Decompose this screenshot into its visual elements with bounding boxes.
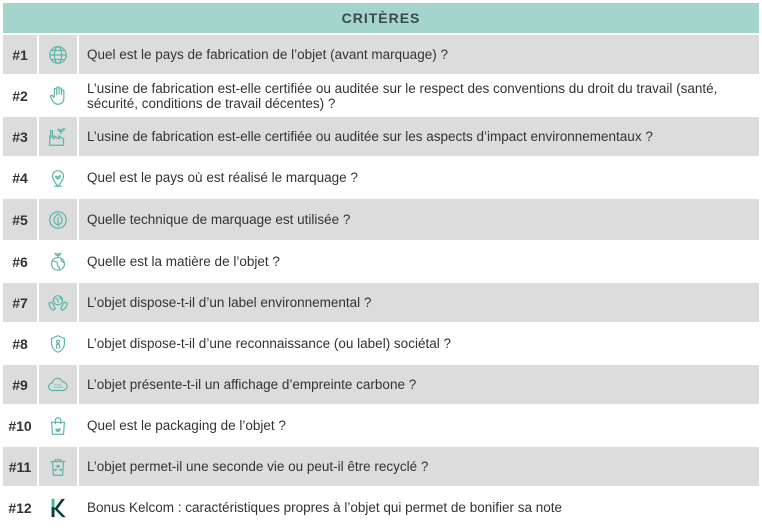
criterion-number: #3	[3, 117, 37, 156]
table-row	[3, 488, 759, 527]
criterion-text: Quelle est la matière de l’objet ?	[79, 242, 759, 281]
criterion-number: #6	[3, 242, 37, 281]
criterion-text: L’objet présente-t-il un affichage d’empreinte carbone ?	[79, 365, 759, 404]
table-header	[3, 3, 759, 33]
table-row	[3, 406, 759, 445]
table-row	[3, 199, 759, 240]
criterion-number: #1	[3, 35, 37, 74]
earth-leaf-icon	[39, 242, 77, 281]
table-row	[3, 117, 759, 156]
criterion-text: Quel est le pays où est réalisé le marquage ?	[79, 158, 759, 197]
criterion-text: L’objet dispose-t-il d’une reconnaissance (ou label) sociétal ?	[79, 324, 759, 363]
criterion-number: #7	[3, 283, 37, 322]
kelcom-logo-icon	[39, 488, 77, 527]
co2-cloud-icon	[39, 365, 77, 404]
criterion-text: Quelle technique de marquage est utilisée ?	[79, 199, 759, 240]
hands-globe-icon	[39, 283, 77, 322]
svg-text:CO₂: CO₂	[53, 383, 64, 390]
criterion-number: #8	[3, 324, 37, 363]
criterion-number: #11	[3, 447, 37, 486]
criterion-text: L’objet dispose-t-il d’un label environnemental ?	[79, 283, 759, 322]
leaf-circle-icon	[39, 199, 77, 240]
criterion-text: Quel est le packaging de l’objet ?	[79, 406, 759, 445]
criterion-number: #9	[3, 365, 37, 404]
table-row	[3, 324, 759, 363]
table-row	[3, 242, 759, 281]
header-title: CRITÈRES	[341, 10, 421, 26]
criterion-number: #2	[3, 76, 37, 115]
criterion-text: L’usine de fabrication est-elle certifiée ou auditée sur le respect des conventions du droit du travail (santé, sécurité, conditions de travail décentes) ?	[79, 76, 759, 115]
criterion-text: Bonus Kelcom : caractéristiques propres à l’objet qui permet de bonifier sa note	[79, 488, 759, 527]
criterion-number: #5	[3, 199, 37, 240]
globe-icon	[39, 35, 77, 74]
shield-person-icon	[39, 324, 77, 363]
table-row	[3, 76, 759, 115]
table-row	[3, 283, 759, 322]
table-row	[3, 35, 759, 74]
table-row	[3, 365, 759, 404]
criterion-text: L’usine de fabrication est-elle certifiée ou auditée sur les aspects d’impact environnementaux ?	[79, 117, 759, 156]
criterion-text: Quel est le pays de fabrication de l’objet (avant marquage) ?	[79, 35, 759, 74]
location-pin-icon	[39, 158, 77, 197]
table-row	[3, 447, 759, 486]
factory-sprout-icon	[39, 117, 77, 156]
criterion-number: #12	[3, 488, 37, 527]
criterion-text: L’objet permet-il une seconde vie ou peut-il être recyclé ?	[79, 447, 759, 486]
table-row	[3, 158, 759, 197]
recycle-bin-icon	[39, 447, 77, 486]
hand-icon	[39, 76, 77, 115]
shopping-bag-icon	[39, 406, 77, 445]
criterion-number: #4	[3, 158, 37, 197]
criterion-number: #10	[3, 406, 37, 445]
